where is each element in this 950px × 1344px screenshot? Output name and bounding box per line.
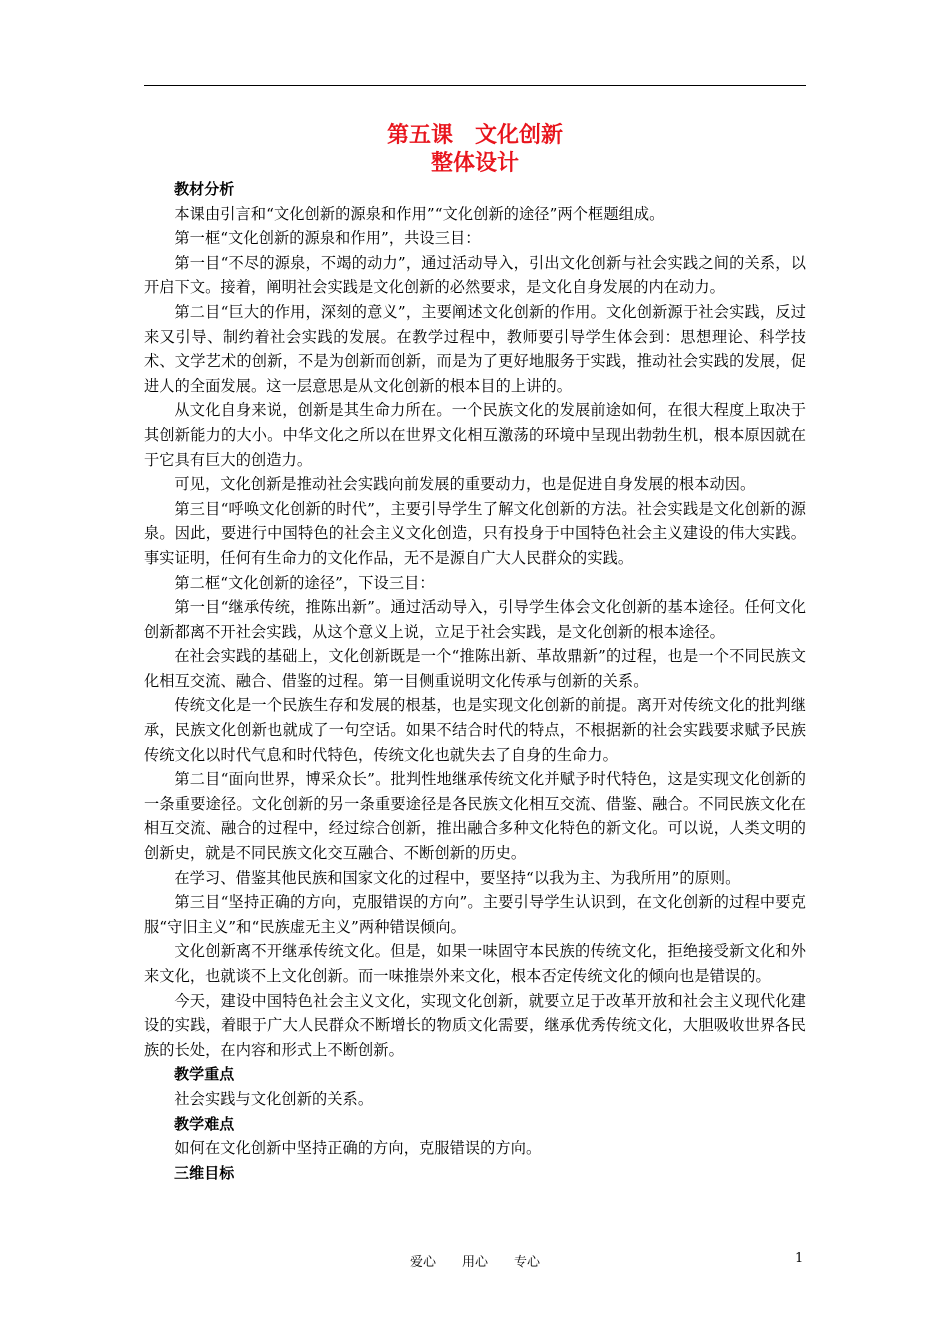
body-paragraph: 第二目“巨大的作用，深刻的意义”，主要阐述文化创新的作用。文化创新源于社会实践，反过来又引导、制约着社会实践的发展。在教学过程中，教师要引导学生体会到：思想理论、科学技术、文学艺术的创新，不是为创新而创新，而是为了更好地服务于实践，推动社会实践的发展，促进人的全面发展。这一层意思是从文化创新的根本目的上讲的。 [144, 302, 806, 395]
body-paragraph: 第一目“不尽的源泉，不竭的动力”，通过活动导入，引出文化创新与社会实践之间的关系，以开启下文。接着，阐明社会实践是文化创新的必然要求，是文化自身发展的内在动力。 [144, 253, 806, 297]
body-paragraph: 在学习、借鉴其他民族和国家文化的过程中，要坚持“以我为主、为我所用”的原则。 [174, 868, 741, 887]
body-paragraph: 社会实践与文化创新的关系。 [174, 1089, 374, 1108]
body-paragraph: 第二框“文化创新的途径”，下设三目： [174, 573, 435, 592]
section-heading: 教材分析 [174, 180, 235, 198]
body-paragraph: 如何在文化创新中坚持正确的方向，克服错误的方向。 [174, 1139, 542, 1158]
document-body [144, 177, 806, 1185]
body-paragraph: 第一框“文化创新的源泉和作用”，共设三目： [174, 229, 481, 248]
body-paragraph: 从文化自身来说，创新是其生命力所在。一个民族文化的发展前途如何，在很大程度上取决于其创新能力的大小。中华文化之所以在世界文化相互激荡的环境中呈现出勃勃生机，根本原因就在于它具有巨大的创造力。 [144, 401, 806, 469]
body-paragraph: 可见，文化创新是推动社会实践向前发展的重要动力，也是促进自身发展的根本动因。 [174, 475, 756, 494]
section-heading: 三维目标 [174, 1163, 235, 1182]
body-paragraph: 文化创新离不开继承传统文化。但是，如果一味固守本民族的传统文化，拒绝接受新文化和外来文化，也就谈不上文化创新。而一味推崇外来文化，根本否定传统文化的倾向也是错误的。 [144, 942, 806, 985]
section-heading: 教学难点 [174, 1114, 235, 1133]
body-paragraph: 在社会实践的基础上，文化创新既是一个“推陈出新、革故鼎新”的过程，也是一个不同民族文化相互交流、融合、借鉴的过程。第一目侧重说明文化传承与创新的关系。 [144, 647, 806, 690]
body-paragraph: 本课由引言和“文化创新的源泉和作用”“文化创新的途径”两个框题组成。 [174, 204, 665, 223]
body-paragraph: 第二目“面向世界，博采众长”。批判性地继承传统文化并赋予时代特色，这是实现文化创新的一条重要途径。文化创新的另一条重要途径是各民族文化相互交流、借鉴、融合。不同民族文化在相互交流、融合的过程中，经过综合创新，推出融合多种文化特色的新文化。可以说，人类文明的创新史，就是不同民族文化交互融合、不断创新的历史。 [144, 770, 806, 863]
body-paragraph: 今天，建设中国特色社会主义文化，实现文化创新，就要立足于改革开放和社会主义现代化建设的实践，着眼于广大人民群众不断增长的物质文化需要，继承优秀传统文化，大胆吸收世界各民族的长处，在内容和形式上不断创新。 [144, 991, 806, 1059]
header-rule [144, 85, 806, 86]
page-number: 1 [795, 1251, 804, 1266]
title-line-1: 第五课 文化创新 [386, 123, 563, 148]
body-paragraph: 传统文化是一个民族生存和发展的根基，也是实现文化创新的前提。离开对传统文化的批判继承，民族文化创新也就成了一句空话。如果不结合时代的特点，不根据新的社会实践要求赋予民族传统文化以时代气息和时代特色，传统文化也就失去了自身的生命力。 [144, 696, 806, 764]
footer-slogan: 爱心 用心 专心 [409, 1255, 540, 1270]
body-paragraph: 第一目“继承传统，推陈出新”。通过活动导入，引导学生体会文化创新的基本途径。任何文化创新都离不开社会实践，从这个意义上说，立足于社会实践，是文化创新的根本途径。 [144, 598, 806, 641]
title-line-2: 整体设计 [430, 151, 519, 176]
body-paragraph: 第三目“坚持正确的方向，克服错误的方向”。主要引导学生认识到，在文化创新的过程中要克服“守旧主义”和“民族虚无主义”两种错误倾向。 [144, 893, 806, 936]
body-paragraph: 第三目“呼唤文化创新的时代”，主要引导学生了解文化创新的方法。社会实践是文化创新的源泉。因此，要进行中国特色的社会主义文化创造，只有投身于中国特色社会主义建设的伟大实践。事实证明，任何有生命力的文化作品，无不是源自广大人民群众的实践。 [144, 499, 806, 567]
section-heading: 教学重点 [174, 1065, 235, 1084]
document-title [144, 122, 806, 178]
